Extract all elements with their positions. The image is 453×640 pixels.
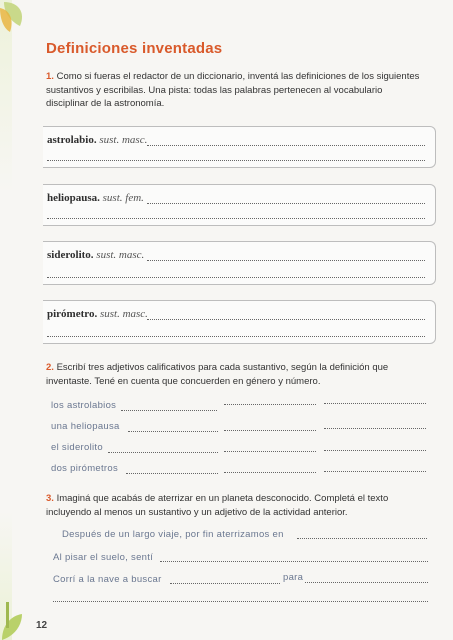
noun-row-label: una heliopausa	[51, 421, 120, 432]
exercise-1-instructions	[46, 70, 426, 111]
exercise-number: 2.	[46, 362, 54, 373]
exercise-number: 1.	[46, 71, 54, 82]
decorative-stripe	[0, 0, 12, 640]
sentence-start: Corrí a la nave a buscar	[53, 574, 162, 585]
exercise-2-instructions	[46, 361, 426, 388]
answer-line[interactable]	[324, 471, 426, 472]
sentence-connector: para	[283, 572, 304, 583]
definition-box[interactable]	[43, 126, 436, 168]
answer-line[interactable]	[170, 583, 280, 584]
answer-line[interactable]	[47, 277, 425, 278]
definition-box[interactable]	[43, 241, 436, 285]
answer-line[interactable]	[53, 601, 428, 602]
definition-box[interactable]	[43, 300, 436, 344]
definition-box[interactable]	[43, 184, 436, 226]
answer-line[interactable]	[126, 473, 218, 474]
exercise-3-instructions	[46, 492, 426, 519]
answer-line[interactable]	[324, 428, 426, 429]
answer-line[interactable]	[147, 319, 425, 320]
word-entry: heliopausa. sust. fem.	[47, 192, 144, 204]
answer-line[interactable]	[47, 160, 425, 161]
answer-line[interactable]	[147, 145, 425, 146]
exercise-text: Escribí tres adjetivos calificativos para cada sustantivo, según la definición que inventaste. Tené en cuenta que concuerden en género y número.	[46, 362, 389, 387]
exercise-text: Imaginá que acabás de aterrizar en un planeta desconocido. Completá el texto incluyendo al menos un sustantivo y un adjetivo de la actividad anterior.	[46, 493, 389, 518]
answer-line[interactable]	[147, 260, 425, 261]
answer-line[interactable]	[305, 582, 428, 583]
sentence-start: Al pisar el suelo, sentí	[53, 552, 154, 563]
answer-line[interactable]	[108, 452, 218, 453]
noun-row-label: los astrolabios	[51, 400, 117, 411]
page-title: Definiciones inventadas	[46, 40, 223, 57]
answer-line[interactable]	[47, 218, 425, 219]
exercise-number: 3.	[46, 493, 54, 504]
answer-line[interactable]	[224, 430, 316, 431]
answer-line[interactable]	[128, 431, 218, 432]
answer-line[interactable]	[121, 410, 217, 411]
answer-line[interactable]	[224, 451, 316, 452]
word-entry: siderolito. sust. masc.	[47, 249, 145, 261]
answer-line[interactable]	[324, 403, 426, 404]
answer-line[interactable]	[47, 336, 425, 337]
word-entry: pirómetro. sust. masc.	[47, 308, 148, 320]
noun-row-label: el siderolito	[51, 442, 103, 453]
sentence-start: Después de un largo viaje, por fin aterrizamos en	[62, 529, 284, 540]
leaf-decoration-icon	[0, 596, 30, 640]
answer-line[interactable]	[160, 561, 428, 562]
page-number: 12	[36, 620, 48, 631]
answer-line[interactable]	[324, 450, 426, 451]
word-entry: astrolabio. sust. masc.	[47, 134, 148, 146]
answer-line[interactable]	[224, 472, 316, 473]
leaf-decoration-icon	[0, 0, 40, 40]
answer-line[interactable]	[224, 404, 316, 405]
answer-line[interactable]	[147, 203, 425, 204]
noun-row-label: dos pirómetros	[51, 463, 119, 474]
answer-line[interactable]	[297, 538, 427, 539]
exercise-text: Como si fueras el redactor de un diccionario, inventá las definiciones de los siguientes sustantivos y escribilas. Una pista: todas las palabras pertenecen al vocabulario disciplinar de la astronomía.	[46, 71, 420, 109]
